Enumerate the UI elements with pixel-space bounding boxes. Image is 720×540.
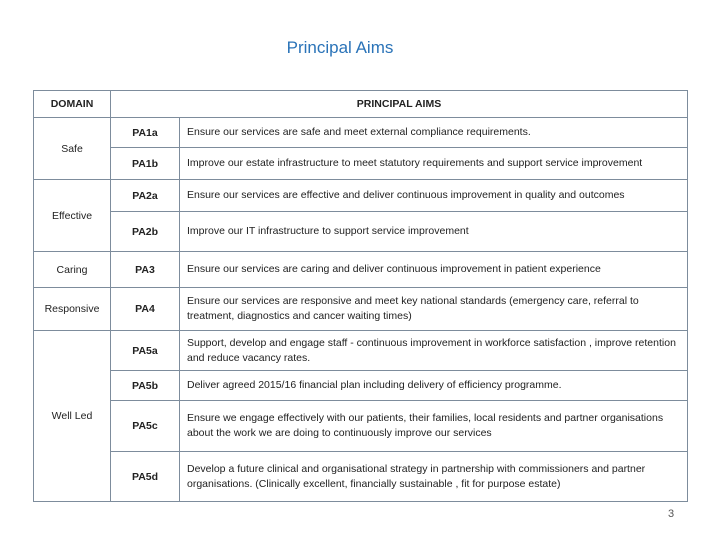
aim-text: Ensure our services are responsive and meet key national standards (emergency care, referral to treatment, diagnostics and cancer waiting times) [180,288,688,331]
table-row [34,371,688,401]
domain-well-led: Well Led [34,331,111,502]
domain-safe: Safe [34,118,111,180]
aim-code: PA2a [111,180,180,212]
domain-effective: Effective [34,180,111,252]
aim-text: Support, develop and engage staff - continuous improvement in workforce satisfaction , improve retention and reduce vacancy rates. [180,331,688,371]
aim-code: PA3 [111,252,180,288]
principal-aims-table [33,90,688,502]
aim-code: PA1b [111,148,180,180]
table-row [34,148,688,180]
aim-code: PA5a [111,331,180,371]
aim-code: PA4 [111,288,180,331]
table-row [34,401,688,452]
page-number: 3 [668,508,675,520]
aim-text: Improve our IT infrastructure to support service improvement [180,212,688,252]
aim-text: Ensure our services are effective and deliver continuous improvement in quality and outcomes [180,180,688,212]
aim-text: Deliver agreed 2015/16 financial plan including delivery of efficiency programme. [180,371,688,401]
aim-text: Improve our estate infrastructure to meet statutory requirements and support service improvement [180,148,688,180]
aim-text: Develop a future clinical and organisational strategy in partnership with commissioners and partner organisations. (Clinically excellent, financially sustainable , fit for purpose estate) [180,452,688,502]
aim-code: PA5b [111,371,180,401]
aim-code: PA5c [111,401,180,452]
table-row [34,180,688,212]
table-row [34,331,688,371]
aim-text: Ensure we engage effectively with our patients, their families, local residents and partner organisations about the work we are doing to continuously improve our services [180,401,688,452]
table-row [34,452,688,502]
domain-responsive: Responsive [34,288,111,331]
aim-code: PA1a [111,118,180,148]
aim-code: PA2b [111,212,180,252]
header-domain: DOMAIN [34,91,111,118]
table-row [34,288,688,331]
table-row [34,252,688,288]
table-row [34,212,688,252]
aim-text: Ensure our services are caring and deliver continuous improvement in patient experience [180,252,688,288]
domain-caring: Caring [34,252,111,288]
aim-code: PA5d [111,452,180,502]
table-row [34,118,688,148]
aim-text: Ensure our services are safe and meet external compliance requirements. [180,118,688,148]
table-header-row [34,91,688,118]
header-principal-aims: PRINCIPAL AIMS [111,91,688,118]
page-title: Principal Aims [286,38,394,57]
